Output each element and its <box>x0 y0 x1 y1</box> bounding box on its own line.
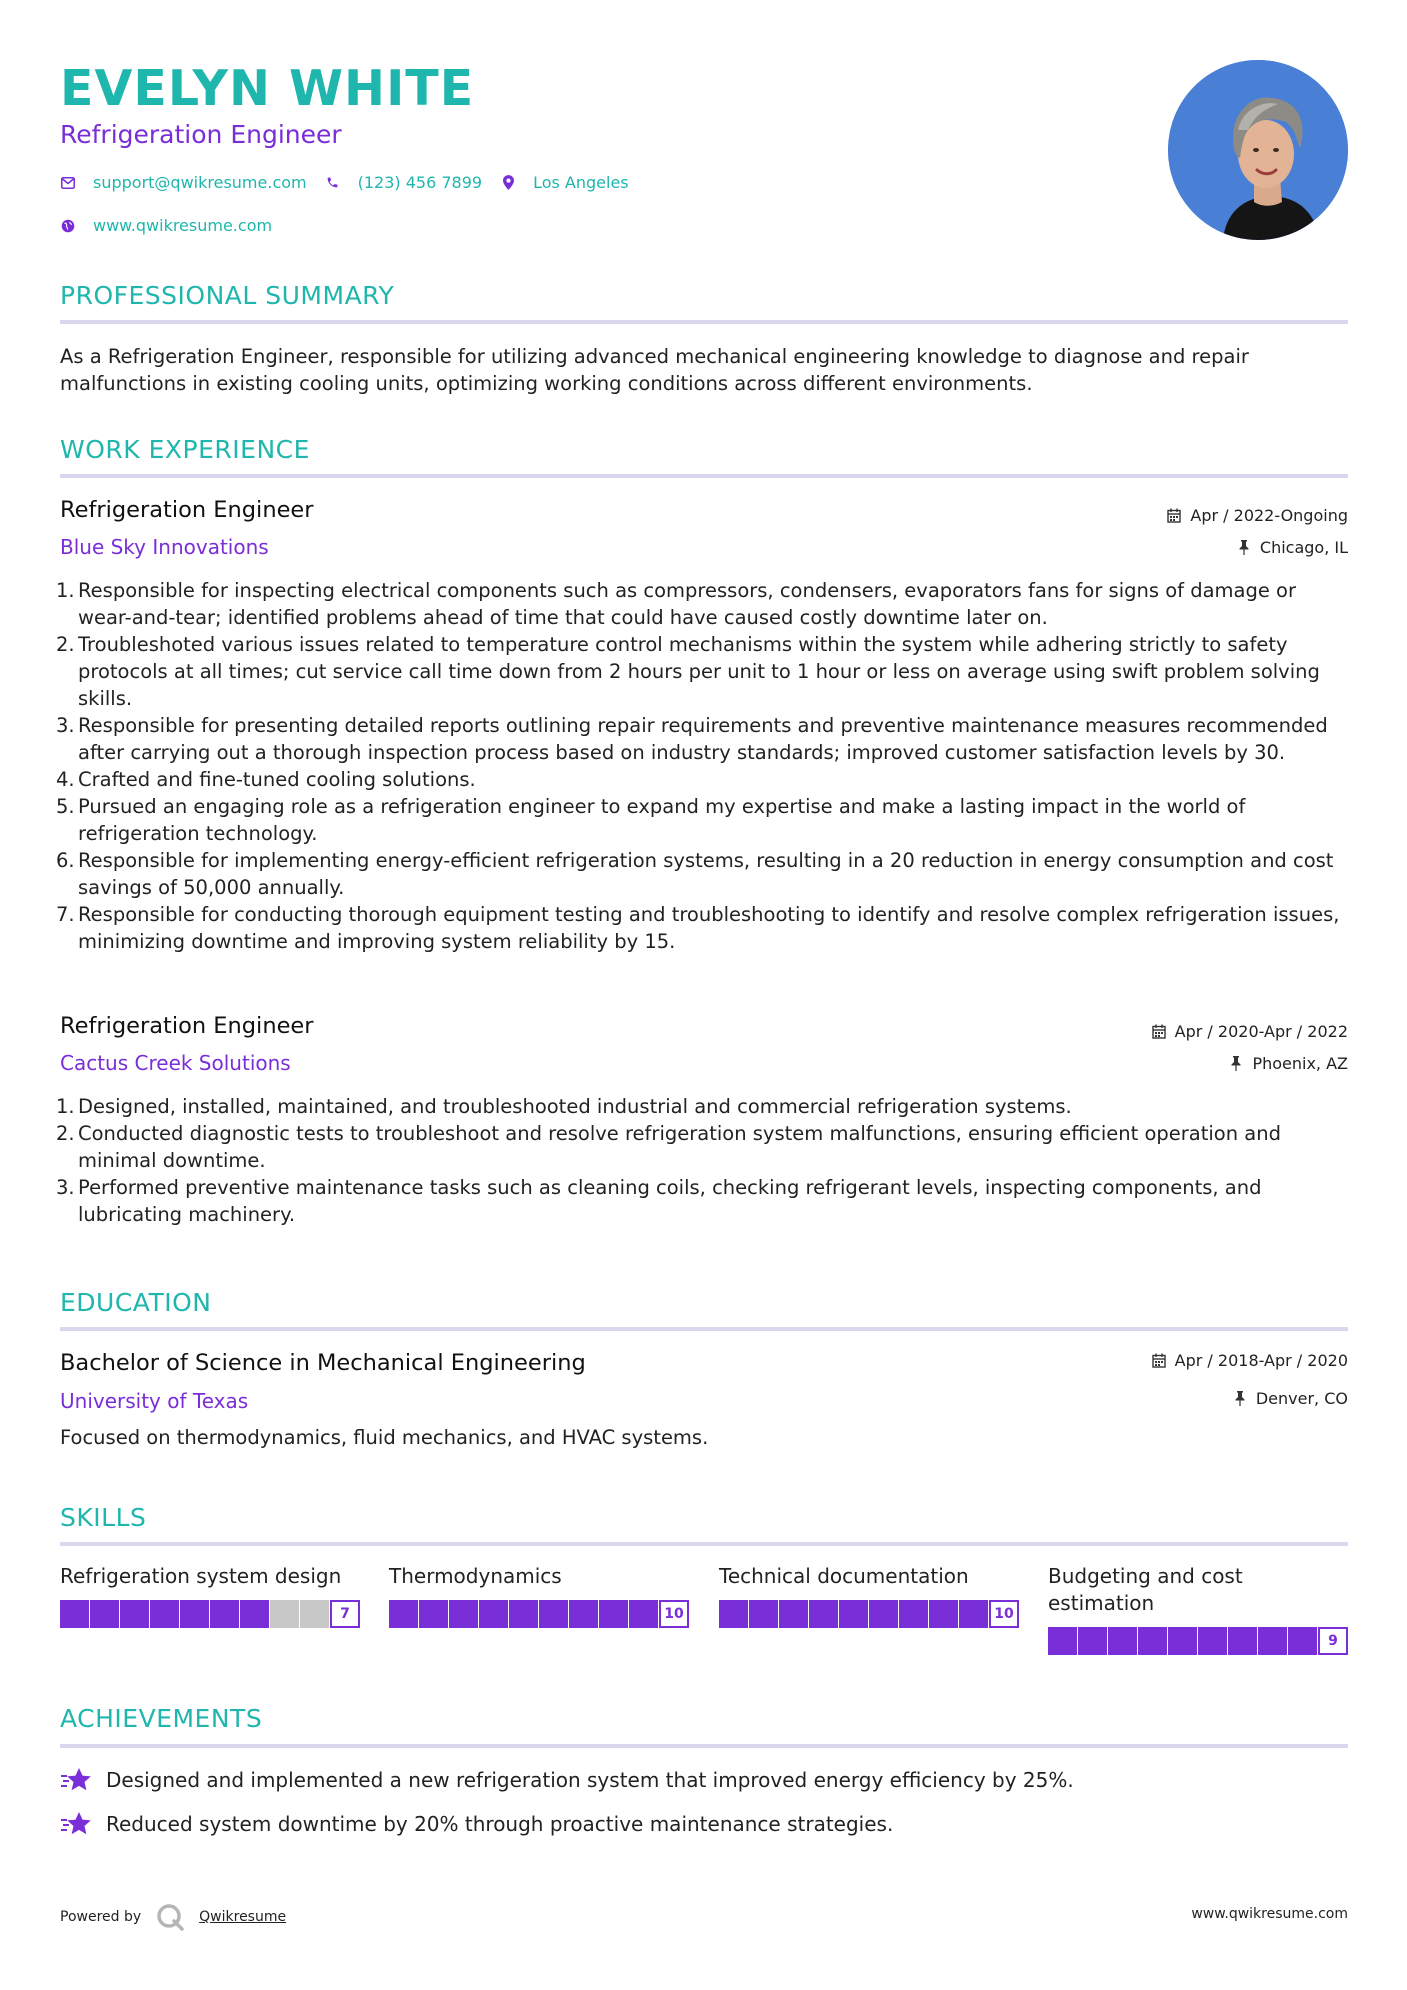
skill-bar-segment <box>90 1600 119 1628</box>
email-text: support@qwikresume.com <box>93 173 307 192</box>
list-item: 3. Responsible for presenting detailed reports outlining repair requirements and preventive maintenance measures recommended after carrying out a thorough inspection process based on industry standards; improved customer satisfaction levels by 30. <box>56 714 1328 764</box>
skill-bar-segment <box>719 1600 748 1628</box>
skill-name: Technical documentation <box>719 1564 969 1588</box>
school-name: University of Texas <box>60 1389 249 1413</box>
skill-bar <box>389 1600 689 1630</box>
skill-bar-segment <box>180 1600 209 1628</box>
list-item: 2. Troubleshoted various issues related to temperature control mechanisms within the system while adhering strictly to safety protocols at all times; cut service call time down from 2 hours per unit to 1 hour or less on average using swift problem solving skills. <box>56 633 1320 710</box>
job-date <box>1151 1022 1348 1041</box>
website-item[interactable] <box>60 216 272 235</box>
skill-bar-segment <box>1228 1627 1257 1655</box>
footer-website[interactable]: www.qwikresume.com <box>1191 1906 1348 1922</box>
education-date <box>1151 1351 1348 1370</box>
list-item: 5. Pursued an engaging role as a refrigeration engineer to expand my expertise and make a lasting impact in the world of refrigeration technology. <box>56 795 1246 845</box>
phone-icon <box>325 175 341 191</box>
job-company: Cactus Creek Solutions <box>60 1051 291 1075</box>
skill-bar <box>60 1600 360 1630</box>
job-title: Refrigeration Engineer <box>60 497 314 523</box>
section-divider <box>60 1744 1348 1748</box>
skill-bar-segment <box>120 1600 149 1628</box>
pushpin-icon <box>1228 1056 1244 1072</box>
achievements-heading: ACHIEVEMENTS <box>60 1704 263 1733</box>
map-pin-icon <box>500 175 516 191</box>
experience-heading: WORK EXPERIENCE <box>60 435 310 464</box>
skill-bar-segment <box>270 1600 299 1628</box>
skill-score: 10 <box>659 1600 689 1628</box>
skill-bar-segment <box>839 1600 868 1628</box>
job-date-text: Apr / 2020-Apr / 2022 <box>1174 1022 1348 1041</box>
list-item: 7. Responsible for conducting thorough equipment testing and troubleshooting to identify and resolve complex refrigeration issues, minimizing downtime and improving system reliability by 15. <box>56 903 1340 953</box>
envelope-icon <box>60 175 76 191</box>
job-company: Blue Sky Innovations <box>60 535 269 559</box>
section-divider <box>60 320 1348 324</box>
powered-by-text: Powered by <box>60 1909 142 1925</box>
qwikresume-link[interactable]: Qwikresume <box>199 1909 287 1925</box>
location-text: Los Angeles <box>533 173 629 192</box>
star-icon <box>60 1766 92 1794</box>
star-icon <box>60 1810 92 1838</box>
skill-bar-segment <box>539 1600 568 1628</box>
education-date-text: Apr / 2018-Apr / 2020 <box>1174 1351 1348 1370</box>
skill-name: Refrigeration system design <box>60 1564 342 1588</box>
website-row <box>60 216 290 235</box>
list-item: 1. Designed, installed, maintained, and troubleshooted industrial and commercial refrigeration systems. <box>56 1095 1072 1118</box>
skill-item <box>1048 1563 1348 1657</box>
qwikresume-logo-icon <box>155 1902 185 1932</box>
job-bullets <box>56 577 1351 955</box>
skill-bar-segment <box>240 1600 269 1628</box>
section-divider <box>60 1542 1348 1546</box>
achievement-item <box>60 1810 893 1838</box>
skill-score: 7 <box>330 1600 360 1628</box>
job-bullets <box>56 1093 1351 1228</box>
education-description: Focused on thermodynamics, fluid mechanics, and HVAC systems. <box>60 1426 709 1449</box>
skill-bar-segment <box>1048 1627 1077 1655</box>
degree-title: Bachelor of Science in Mechanical Engineering <box>60 1350 586 1376</box>
skill-score: 10 <box>989 1600 1019 1628</box>
skill-bar <box>1048 1627 1348 1657</box>
list-item: 6. Responsible for implementing energy-efficient refrigeration systems, resulting in a 20 reduction in energy consumption and cost savings of 50,000 annually. <box>56 849 1334 899</box>
summary-text: As a Refrigeration Engineer, responsible for utilizing advanced mechanical engineering knowledge to diagnose and repair malfunctions in existing cooling units, optimizing working conditions across different environments. <box>60 345 1249 395</box>
skill-bar-segment <box>929 1600 958 1628</box>
skill-bar-segment <box>749 1600 778 1628</box>
skill-bar-segment <box>1258 1627 1287 1655</box>
job-title: Refrigeration Engineer <box>60 1013 314 1039</box>
skill-bar-segment <box>569 1600 598 1628</box>
calendar-icon <box>1166 508 1182 524</box>
achievement-text: Reduced system downtime by 20% through proactive maintenance strategies. <box>106 1812 894 1836</box>
skill-bar-segment <box>150 1600 179 1628</box>
skill-name: Budgeting and cost estimation <box>1048 1564 1243 1615</box>
footer-powered-by <box>60 1902 286 1932</box>
skill-bar-segment <box>509 1600 538 1628</box>
skill-bar-segment <box>1108 1627 1137 1655</box>
skill-bar-segment <box>479 1600 508 1628</box>
skill-item <box>389 1563 689 1630</box>
skill-bar-segment <box>1138 1627 1167 1655</box>
skill-bar-segment <box>1288 1627 1317 1655</box>
job-location <box>1236 538 1348 557</box>
pushpin-icon <box>1236 540 1252 556</box>
skill-bar-segment <box>449 1600 478 1628</box>
skill-bar-segment <box>389 1600 418 1628</box>
job-location-text: Chicago, IL <box>1259 538 1348 557</box>
website-text: www.qwikresume.com <box>93 216 273 235</box>
list-item: 4. Crafted and fine-tuned cooling solutions. <box>56 768 476 791</box>
skill-bar-segment <box>419 1600 448 1628</box>
contact-row <box>60 173 647 192</box>
education-heading: EDUCATION <box>60 1288 212 1317</box>
skill-bar-segment <box>599 1600 628 1628</box>
section-divider <box>60 1327 1348 1331</box>
candidate-name: EVELYN WHITE <box>60 60 475 117</box>
skill-bar-segment <box>1198 1627 1227 1655</box>
skill-name: Thermodynamics <box>389 1564 562 1588</box>
skill-bar-segment <box>210 1600 239 1628</box>
summary-heading: PROFESSIONAL SUMMARY <box>60 281 395 310</box>
education-location <box>1232 1389 1348 1408</box>
location-item <box>500 173 629 192</box>
list-item: 1. Responsible for inspecting electrical components such as compressors, condensers, evaporators fans for signs of damage or wear-and-tear; identified problems ahead of time that could have caused costly downtime later on. <box>56 579 1297 629</box>
skill-bar-segment <box>60 1600 89 1628</box>
list-item: 2. Conducted diagnostic tests to troubleshoot and resolve refrigeration system malfunctions, ensuring efficient operation and minimal downtime. <box>56 1122 1281 1172</box>
section-divider <box>60 474 1348 478</box>
profile-photo <box>1168 60 1348 240</box>
phone-text: (123) 456 7899 <box>357 173 483 192</box>
skill-item <box>719 1563 1019 1630</box>
job-location <box>1228 1054 1348 1073</box>
skill-item <box>60 1563 360 1630</box>
globe-icon <box>60 218 76 234</box>
calendar-icon <box>1151 1024 1167 1040</box>
email-item[interactable] <box>60 173 307 192</box>
education-location-text: Denver, CO <box>1255 1389 1348 1408</box>
skill-bar-segment <box>629 1600 658 1628</box>
skill-bar-segment <box>809 1600 838 1628</box>
achievement-text: Designed and implemented a new refrigeration system that improved energy efficiency by 25%. <box>106 1768 1074 1792</box>
skills-heading: SKILLS <box>60 1503 147 1532</box>
list-item: 3. Performed preventive maintenance tasks such as cleaning coils, checking refrigerant levels, inspecting components, and lubricating machinery. <box>56 1176 1262 1226</box>
skill-bar-segment <box>779 1600 808 1628</box>
skill-bar-segment <box>1078 1627 1107 1655</box>
job-date-text: Apr / 2022-Ongoing <box>1190 506 1348 525</box>
job-location-text: Phoenix, AZ <box>1252 1054 1348 1073</box>
skill-bar <box>719 1600 1019 1630</box>
skill-bar-segment <box>1168 1627 1197 1655</box>
phone-item[interactable] <box>325 173 482 192</box>
pushpin-icon <box>1232 1391 1248 1407</box>
achievement-item <box>60 1766 1074 1794</box>
skill-score: 9 <box>1318 1627 1348 1655</box>
skill-bar-segment <box>869 1600 898 1628</box>
candidate-role: Refrigeration Engineer <box>60 120 342 149</box>
skill-bar-segment <box>959 1600 988 1628</box>
skill-bar-segment <box>899 1600 928 1628</box>
calendar-icon <box>1151 1353 1167 1369</box>
job-date <box>1166 506 1348 525</box>
skill-bar-segment <box>300 1600 329 1628</box>
